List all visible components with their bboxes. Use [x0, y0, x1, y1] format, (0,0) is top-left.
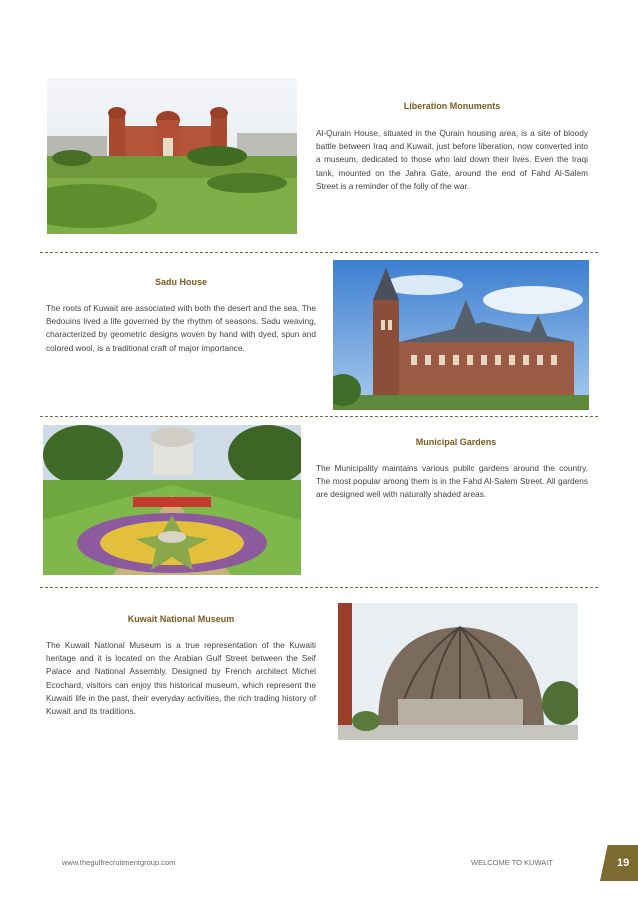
kuwait-national-museum-title: Kuwait National Museum: [127, 614, 235, 624]
liberation-monuments-body: Al-Qurain House, situated in the Qurain housing area, is a site of bloody battle between Iraq and Kuwait, just before liberation, now converted into a museum, dedicated to those who laid down their lives. Even the Iraqi tank, mounted on the Jahra Gate, around the end of Fahd Al-Salem Street is a reminder of the folly of the war.: [316, 128, 588, 191]
liberation-monuments-title: Liberation Monuments: [403, 101, 501, 111]
sadu-house-title: Sadu House: [154, 277, 207, 287]
kuwait-national-museum-body: The Kuwait National Museum is a true representation of the Kuwaiti heritage and it is located on the Arabian Gulf Street between the Seif Palace and National Assembly. Designed by French architect Michel Ecochard, visitors can enjoy this historical museum, which represent the Kuwaiti life in the past, their everyday activities, the rich trading history of Kuwait and its traditions.: [46, 640, 316, 717]
section-divider: [40, 587, 598, 588]
liberation-monument-photo: [47, 78, 297, 234]
section-divider: [40, 252, 598, 253]
municipal-gardens-photo: [43, 425, 301, 575]
kuwait-national-museum-photo: [338, 603, 578, 740]
sadu-house-body: The roots of Kuwait are associated with both the desert and the sea. The Bedouins lived a life governed by the rhythm of seasons. Sadu weaving, characterized by geometric designs woven by hand with dyed, spun and colored wool, is a traditional craft of major importance.: [46, 303, 316, 353]
footer-section-name: WELCOME TO KUWAIT: [471, 858, 553, 867]
section-divider: [40, 416, 598, 417]
sadu-house-photo: [333, 260, 589, 410]
page-number: 19: [617, 857, 630, 869]
footer-website: www.thegulfrecruitmentgroup.com: [62, 858, 176, 867]
municipal-gardens-title: Municipal Gardens: [415, 437, 497, 447]
municipal-gardens-body: The Municipality maintains various public gardens around the country. The most popular among them is in the Fahd Al-Salem Street. All gardens are designed well with naturally shaded areas.: [316, 463, 588, 500]
